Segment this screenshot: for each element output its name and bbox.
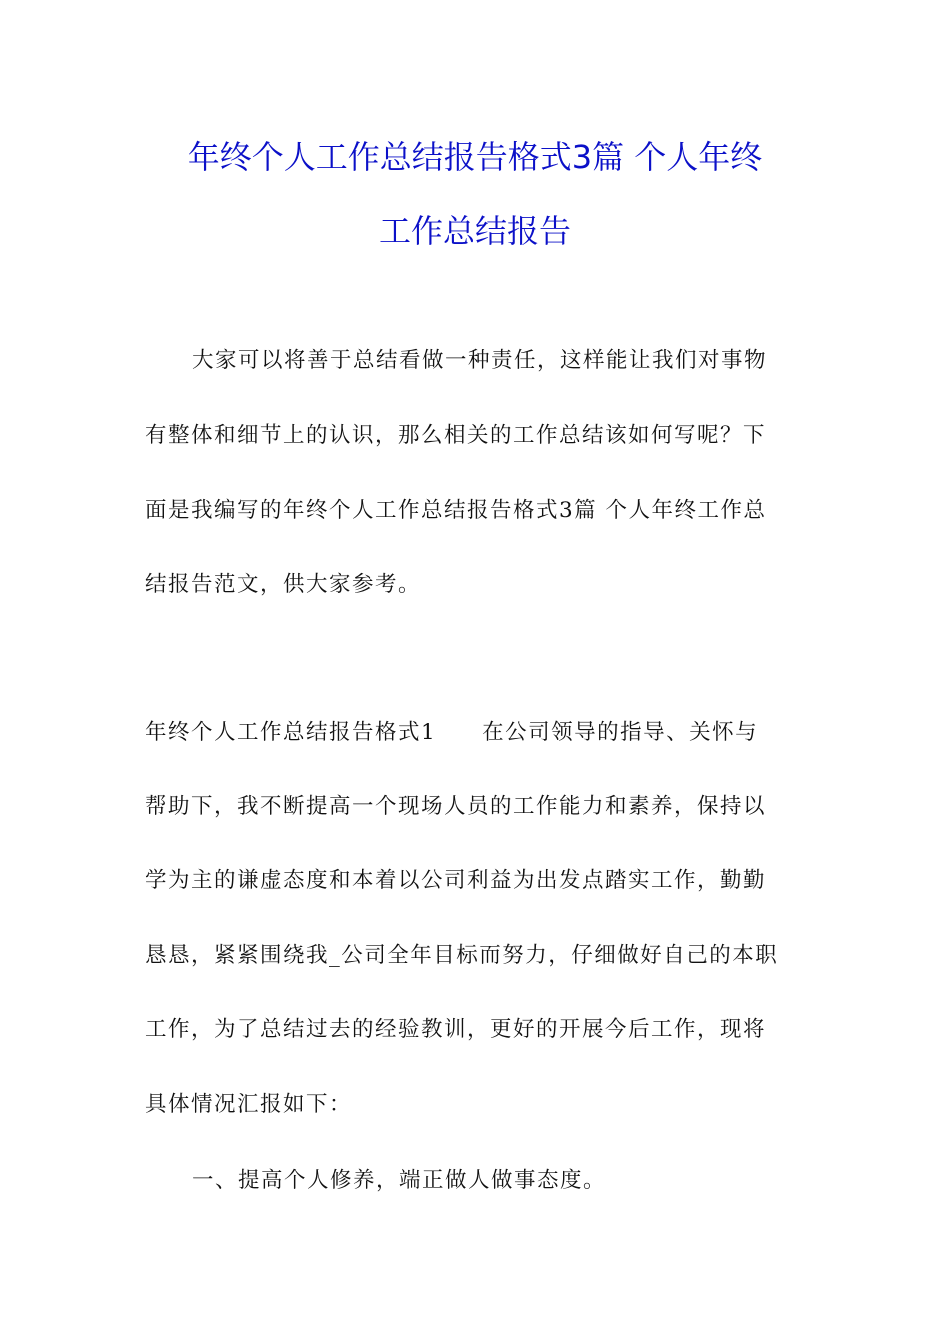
section-paragraph-line-6: 具体情况汇报如下： bbox=[145, 1092, 353, 1117]
document-title-line-2: 工作总结报告 bbox=[378, 212, 571, 250]
intro-paragraph-line-3: 面是我编写的年终个人工作总结报告格式3篇 个人年终工作总 bbox=[145, 498, 767, 523]
section-paragraph-line-5: 工作，为了总结过去的经验教训，更好的开展今后工作，现将 bbox=[145, 1017, 767, 1042]
document-title-line-1: 年终个人工作总结报告格式3篇 个人年终 bbox=[187, 138, 763, 176]
section-paragraph-line-2: 帮助下，我不断提高一个现场人员的工作能力和素养，保持以 bbox=[145, 794, 767, 819]
intro-paragraph-line-2: 有整体和细节上的认识，那么相关的工作总结该如何写呢？下 bbox=[145, 423, 767, 448]
intro-paragraph-line-4: 结报告范文，供大家参考。 bbox=[145, 572, 422, 597]
intro-paragraph-line-1: 大家可以将善于总结看做一种责任，这样能让我们对事物 bbox=[192, 348, 768, 373]
subsection-heading: 一、提高个人修养，端正做人做事态度。 bbox=[192, 1168, 607, 1193]
section-paragraph-line-4: 恳恳，紧紧围绕我_公司全年目标而努力，仔细做好自己的本职 bbox=[145, 943, 779, 968]
section-paragraph-line-3: 学为主的谦虚态度和本着以公司利益为出发点踏实工作，勤勤 bbox=[145, 868, 767, 893]
section-paragraph-line-1: 年终个人工作总结报告格式1 在公司领导的指导、关怀与 bbox=[145, 720, 759, 745]
